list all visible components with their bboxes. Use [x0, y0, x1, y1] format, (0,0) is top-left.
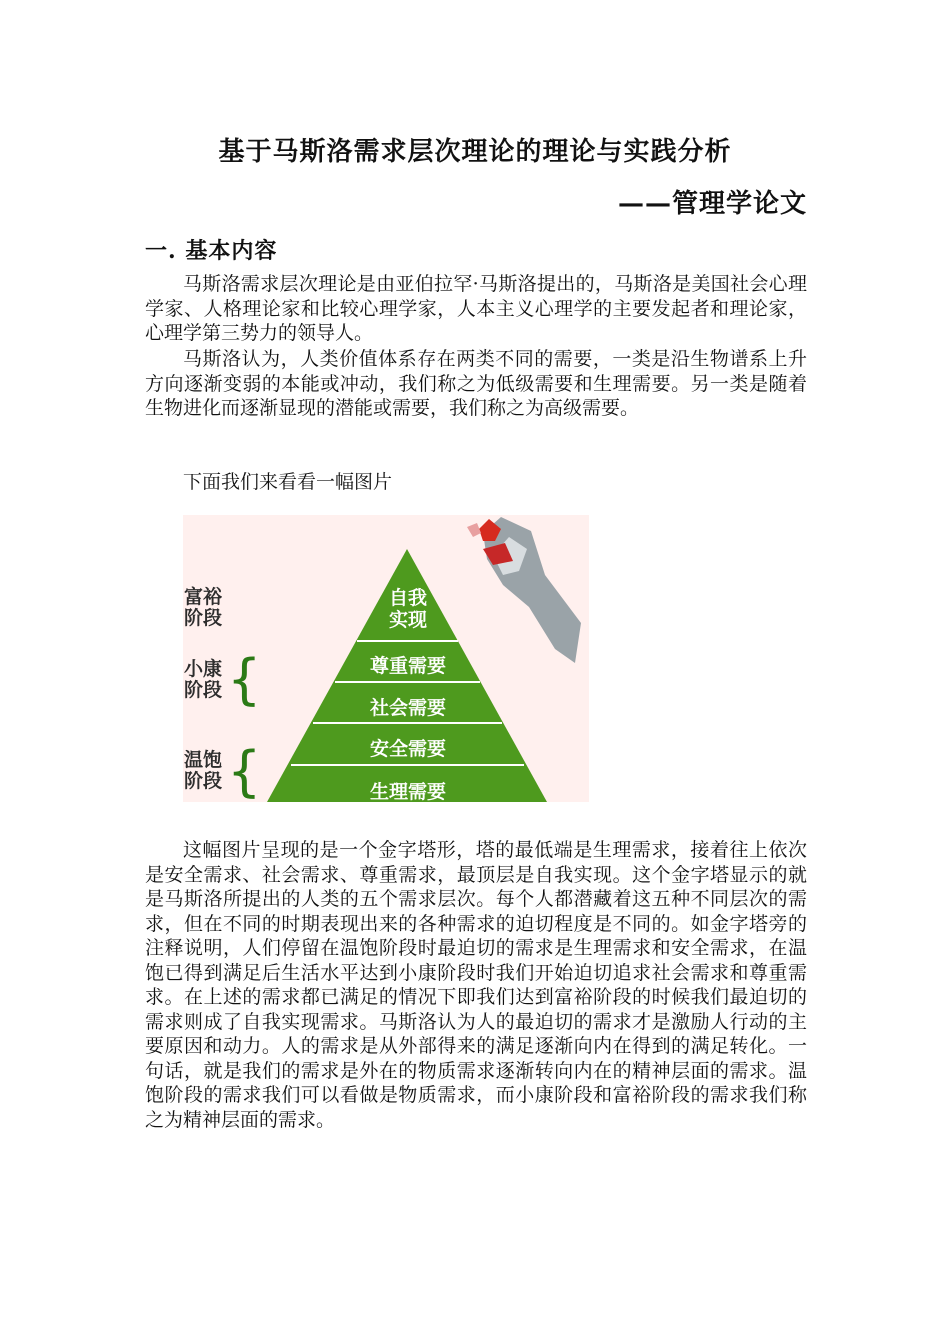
level-physiological: 生理需要: [369, 781, 446, 802]
document-title: 基于马斯洛需求层次理论的理论与实践分析: [218, 137, 732, 167]
paragraph-pyramid-explanation: 这幅图片呈现的是一个金字塔形，塔的最低端是生理需求，接着往上依次是安全需求、社会需求、尊重需求，最顶层是自我实现。这个金字塔显示的就是马斯洛所提出的人类的五个需求层次。每个人都潜藏着这五种不同层次的需求，但在不同的时期表现出来的各种需求的迫切程度是不同的。如金字塔旁的注释说明，人们停留在温饱阶段时最迫切的需求是生理需求和安全需求，在温饱已得到满足后生活水平达到小康阶段时我们开始迫切追求社会需求和尊重需求。在上述的需求都已满足的情况下即我们达到富裕阶段的时候我们最迫切的需求则成了自我实现需求。马斯洛认为人的最迫切的需求才是激励人行动的主要原因和动力。人的需求是从外部得来的满足逐渐向内在得到的满足转化。一句话，就是我们的需求是外在的物质需求逐渐转向内在的精神层面的需求。温饱阶段的需求我们可以看做是物质需求，而小康阶段和富裕阶段的需求我们称之为精神层面的需求。: [145, 839, 807, 1131]
document-subtitle: ——管理学论文: [617, 189, 807, 219]
stage-label-rich: 富裕 阶段: [184, 586, 223, 629]
paragraph-figure-lead: 下面我们来看看一幅图片: [183, 471, 393, 493]
stage-label-subsistence: 温饱 阶段: [184, 749, 223, 792]
level-self-actualization: 自我 实现: [388, 587, 427, 631]
level-social: 社会需要: [369, 697, 446, 719]
paragraph-intro: 马斯洛需求层次理论是由亚伯拉罕·马斯洛提出的，马斯洛是美国社会心理学家、人格理论家和比较心理学家，人本主义心理学的主要发起者和理论家，心理学第三势力的领导人。: [145, 273, 807, 344]
stage-label-moderate: 小康 阶段: [184, 658, 223, 701]
level-esteem: 尊重需要: [369, 655, 446, 677]
brace-subsistence: {: [227, 740, 262, 802]
maslow-pyramid-figure: [183, 515, 589, 802]
section-heading-basic-content: 一. 基本内容: [145, 238, 278, 264]
level-safety: 安全需要: [369, 738, 446, 760]
brace-moderate: {: [227, 648, 262, 711]
paragraph-two-needs: 马斯洛认为，人类价值体系存在两类不同的需要，一类是沿生物谱系上升方向逐渐变弱的本能或冲动，我们称之为低级需要和生理需要。另一类是随着生物进化而逐渐显现的潜能或需要，我们称之为高级需要。: [145, 348, 807, 419]
